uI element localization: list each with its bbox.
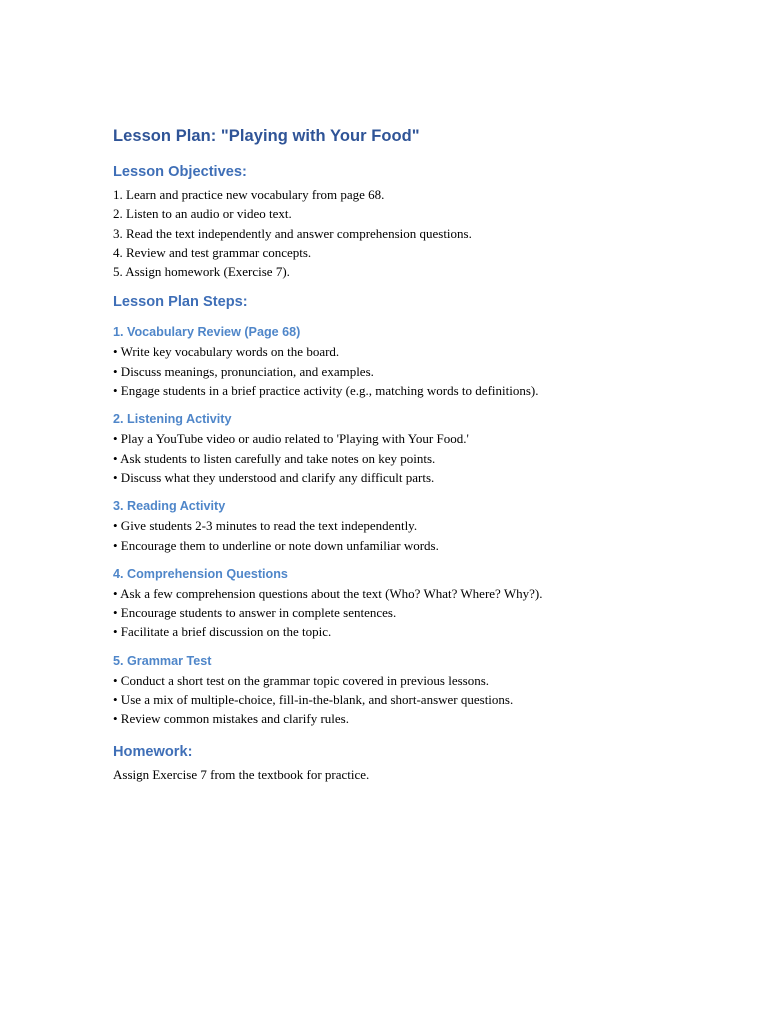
- step-item: • Conduct a short test on the grammar topic covered in previous lessons.: [113, 672, 490, 688]
- step-heading: 1. Vocabulary Review (Page 68): [113, 325, 301, 340]
- step-item: • Ask students to listen carefully and take notes on key points.: [113, 450, 436, 466]
- steps-heading: Lesson Plan Steps:: [113, 294, 248, 311]
- step-item: • Use a mix of multiple-choice, fill-in-the-blank, and short-answer questions.: [113, 692, 514, 708]
- step-item: • Facilitate a brief discussion on the topic.: [113, 624, 332, 640]
- step-item: • Give students 2-3 minutes to read the text independently.: [113, 518, 418, 534]
- step-item: • Engage students in a brief practice activity (e.g., matching words to definitions).: [113, 383, 539, 399]
- step-listening: [113, 411, 733, 487]
- objective-item: 5. Assign homework (Exercise 7).: [113, 264, 290, 280]
- objective-item: 4. Review and test grammar concepts.: [113, 244, 312, 260]
- homework-heading: Homework:: [113, 743, 193, 760]
- document-page: [113, 126, 733, 784]
- objective-item: 3. Read the text independently and answer comprehension questions.: [113, 225, 472, 241]
- step-heading: 4. Comprehension Questions: [113, 566, 288, 581]
- step-item: • Discuss what they understood and clarify any difficult parts.: [113, 469, 435, 485]
- step-comprehension: [113, 566, 733, 642]
- step-item: • Discuss meanings, pronunciation, and examples.: [113, 363, 374, 379]
- step-vocabulary: [113, 324, 733, 400]
- steps-section: [113, 293, 733, 728]
- step-heading: 3. Reading Activity: [113, 499, 226, 514]
- objective-item: 2. Listen to an audio or video text.: [113, 206, 292, 222]
- step-grammar: [113, 653, 733, 729]
- objectives-heading: Lesson Objectives:: [113, 164, 247, 180]
- step-item: • Review common mistakes and clarify rules.: [113, 711, 349, 727]
- homework-section: [113, 743, 733, 784]
- objective-item: 1. Learn and practice new vocabulary from page 68.: [113, 187, 385, 202]
- step-reading: [113, 498, 733, 555]
- objectives-section: [113, 163, 733, 281]
- document-title: Lesson Plan: "Playing with Your Food": [113, 127, 420, 145]
- step-heading: 2. Listening Activity: [113, 412, 232, 427]
- homework-text: Assign Exercise 7 from the textbook for practice.: [113, 766, 370, 782]
- step-item: • Encourage students to answer in complete sentences.: [113, 605, 397, 621]
- step-item: • Ask a few comprehension questions about the text (Who? What? Where? Why?).: [113, 585, 543, 601]
- step-item: • Encourage them to underline or note down unfamiliar words.: [113, 537, 439, 553]
- step-item: • Play a YouTube video or audio related to 'Playing with Your Food.': [113, 431, 469, 447]
- step-heading: 5. Grammar Test: [113, 653, 212, 668]
- step-item: • Write key vocabulary words on the board.: [113, 344, 340, 360]
